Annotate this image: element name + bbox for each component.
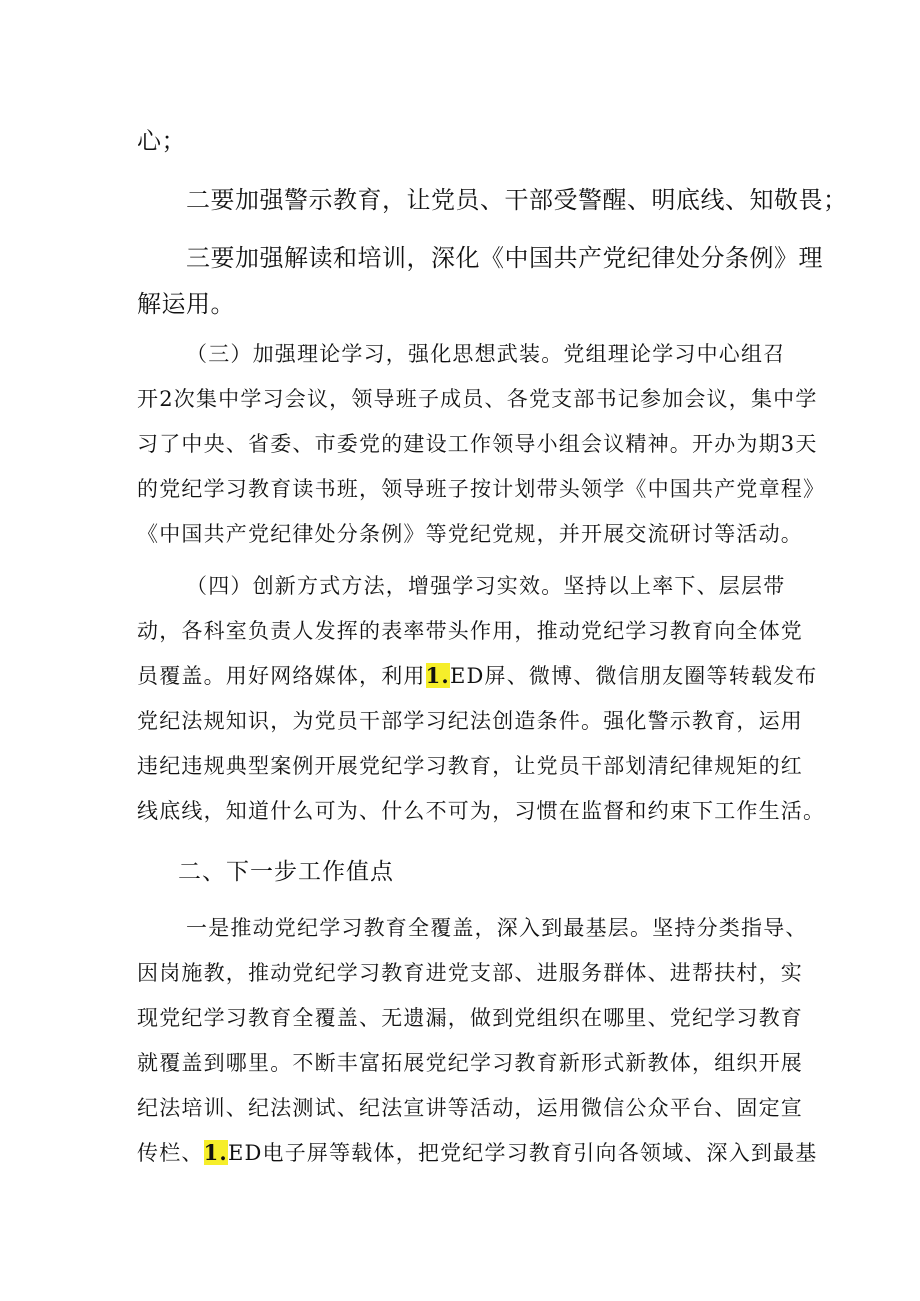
text-line: 三要加强解读和培训，深化《中国共产党纪律处分条例》理 xyxy=(186,244,823,272)
text-line: 动，各科室负责人发挥的表率带头作用，推动党纪学习教育向全体党 xyxy=(137,619,803,643)
text-line: 开2次集中学习会议，领导班子成员、各党支部书记参加会议，集中学 xyxy=(137,387,818,411)
text-line: 违纪违规典型案例开展党纪学习教育，让党员干部划清纪律规矩的红 xyxy=(137,754,803,778)
text-run: 员覆盖。用好网络媒体，利用 xyxy=(137,664,426,688)
text-line: 习了中央、省委、市委党的建设工作领导小组会议精神。开办为期3天 xyxy=(137,432,818,456)
text-line: （三）加强理论学习，强化思想武装。党组理论学习中心组召 xyxy=(186,342,786,366)
highlighted-text: 1. xyxy=(203,1140,228,1165)
text-run: 传栏、 xyxy=(137,1141,204,1165)
text-line: 就覆盖到哪里。不断丰富拓展党纪学习教育新形式新教体，组织开展 xyxy=(137,1051,803,1075)
text-line: 纪法培训、纪法测试、纪法宣讲等活动，运用微信公众平台、固定宣 xyxy=(137,1096,803,1120)
section-heading: 二、下一步工作值点 xyxy=(178,859,394,885)
text-line: 现党纪学习教育全覆盖、无遗漏，做到党组织在哪里、党纪学习教育 xyxy=(137,1006,803,1030)
text-line: （四）创新方式方法，增强学习实效。坚持以上率下、层层带 xyxy=(186,574,786,598)
text-line: 二要加强警示教育，让党员、干部受警醒、明底线、知敬畏； xyxy=(186,186,848,214)
text-line: 《中国共产党纪律处分条例》等党纪党规，并开展交流研讨等活动。 xyxy=(137,522,803,546)
text-line: 党纪法规知识，为党员干部学习纪法创造条件。强化警示教育，运用 xyxy=(137,709,803,733)
text-line: 解运用。 xyxy=(137,290,235,318)
text-line: 一是推动党纪学习教育全覆盖，深入到最基层。坚持分类指导、 xyxy=(186,916,808,940)
text-line xyxy=(137,1137,818,1167)
text-line: 线底线，知道什么可为、什么不可为，习惯在监督和约束下工作生活。 xyxy=(137,799,826,823)
text-line xyxy=(137,660,818,690)
text-line: 因岗施教，推动党纪学习教育进党支部、进服务群体、进帮扶村，实 xyxy=(137,961,803,985)
text-run: ED电子屏等载体，把党纪学习教育引向各领域、深入到最基 xyxy=(227,1141,818,1165)
text-run: ED屏、微博、微信朋友圈等转载发布 xyxy=(449,664,818,688)
highlighted-text: 1. xyxy=(425,663,450,688)
text-line: 心； xyxy=(137,127,186,155)
text-line: 的党纪学习教育读书班，领导班子按计划带头领学《中国共产党章程》 xyxy=(137,477,826,501)
